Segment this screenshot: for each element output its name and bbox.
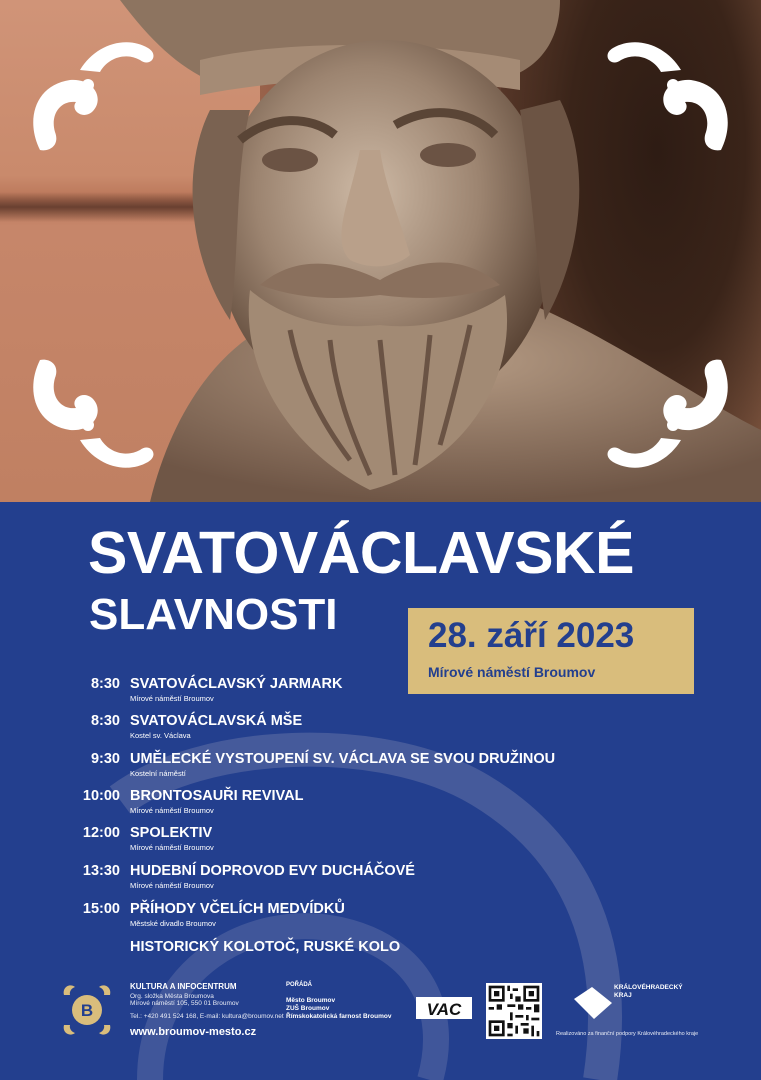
program-item [0, 676, 761, 706]
program-item [0, 713, 761, 743]
program-name: BRONTOSAUŘI REVIVAL [130, 788, 304, 804]
poster-title: SVATOVÁCLAVSKÉ [88, 520, 634, 586]
program-name: PŘÍHODY VČELÍCH MEDVÍDKŮ [130, 901, 345, 917]
website-link[interactable]: www.broumov-mesto.cz [130, 1026, 257, 1038]
qr-code[interactable] [486, 983, 542, 1039]
program-item [0, 751, 761, 781]
program-name: SPOLEKTIV [130, 825, 213, 841]
program-location: Mírové náměstí Broumov [130, 843, 214, 852]
program-name: UMĚLECKÉ VYSTOUPENÍ SV. VÁCLAVA SE SVOU DRUŽINOU [130, 751, 556, 767]
program-time: 8:30 [90, 713, 120, 729]
program-item [0, 939, 761, 969]
program-item [0, 788, 761, 818]
vac-logo [416, 995, 472, 1021]
program-name: SVATOVÁCLAVSKÝ JARMARK [130, 676, 343, 692]
region-name-line2: KRAJ [614, 992, 632, 999]
logo-letter: B [80, 1001, 94, 1020]
support-text: Realizováno za finanční podpory Královéhradeckého kraje [556, 1031, 699, 1037]
program-name: HISTORICKÝ KOLOTOČ, RUSKÉ KOLO [130, 939, 401, 955]
organizer-item: Město Broumov [286, 997, 336, 1004]
program-time: 12:00 [82, 825, 120, 841]
program-time: 8:30 [90, 676, 120, 692]
poster-subtitle: SLAVNOSTI [89, 590, 338, 639]
org-line: Org. složka Města Broumova [130, 993, 214, 1000]
event-date: 28. září 2023 [428, 616, 635, 655]
statue-photo [0, 0, 761, 502]
program-location: Kostel sv. Václava [130, 731, 191, 740]
program-location: Mírové náměstí Broumov [130, 806, 214, 815]
program-location: Kostelní náměstí [130, 769, 186, 778]
vac-text: VAC [426, 1000, 462, 1019]
organizer-item: ZUŠ Broumov [286, 1005, 330, 1012]
program-time: 10:00 [82, 788, 120, 804]
org-address: Mírové náměstí 105, 550 01 Broumov [130, 1000, 239, 1007]
statue-illustration [0, 0, 761, 502]
region-name: KRÁLOVÉHRADECKÝ [614, 984, 683, 991]
ornament-top-left [33, 42, 153, 150]
org-contact: Tel.: +420 491 524 168, E-mail: kultura@broumov.net [130, 1013, 284, 1020]
program-time: 9:30 [90, 751, 120, 767]
organizers-heading: POŘÁDÁ [286, 982, 313, 988]
program-time: 15:00 [82, 901, 120, 917]
program-item [0, 901, 761, 931]
event-venue: Mírové náměstí Broumov [428, 664, 596, 680]
organizer-item: Římskokatolická farnost Broumov [286, 1013, 392, 1020]
program-location: Městské divadlo Broumov [130, 919, 216, 928]
program-name: SVATOVÁCLAVSKÁ MŠE [130, 713, 303, 729]
org-title: KULTURA A INFOCENTRUM [130, 982, 237, 991]
program-item [0, 863, 761, 893]
program-name: HUDEBNÍ DOPROVOD EVY DUCHÁČOVÉ [130, 863, 415, 879]
region-logo [572, 985, 614, 1021]
program-item [0, 825, 761, 855]
broumov-logo [58, 981, 116, 1039]
ornament-bottom-left [33, 360, 153, 468]
ornament-top-right [608, 42, 728, 150]
program-location: Mírové náměstí Broumov [130, 694, 214, 703]
program-time: 13:30 [82, 863, 120, 879]
program-location: Mírové náměstí Broumov [130, 881, 214, 890]
